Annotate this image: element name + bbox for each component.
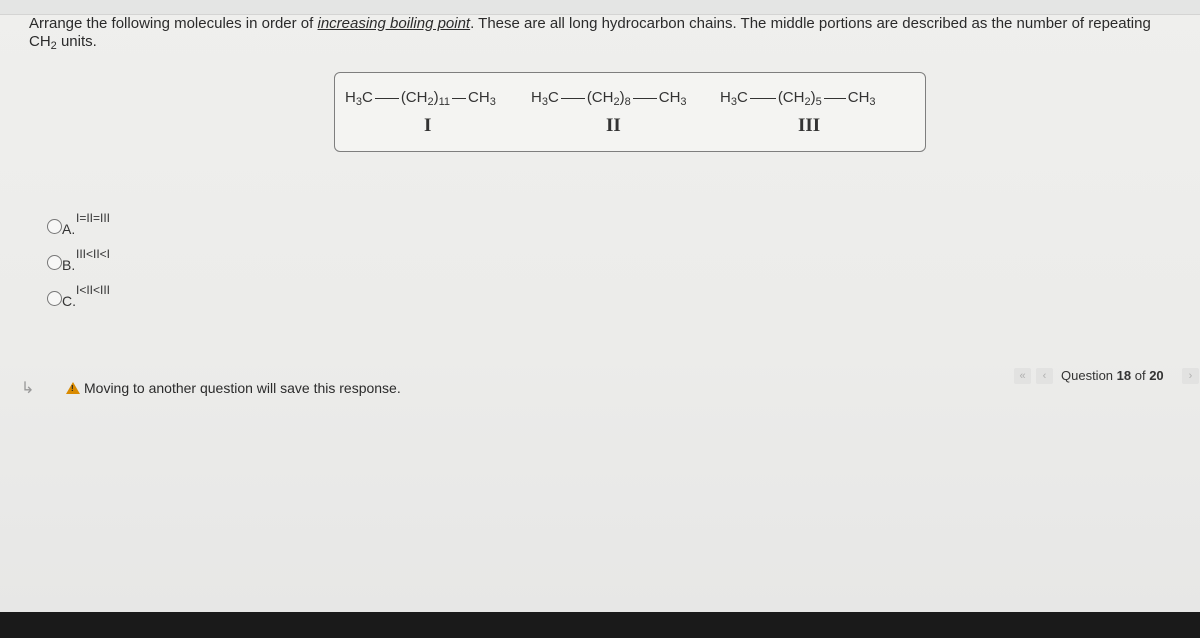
option-letter: C. — [62, 293, 76, 309]
mol-text: H — [720, 89, 731, 106]
question-total: 20 — [1149, 368, 1164, 383]
mol-text: (CH — [777, 89, 805, 106]
prompt-text-cont: . These are all long hydrocarbon chains. The middle portions are described as the number of repeating — [470, 15, 1151, 32]
mol-text: H — [531, 89, 542, 106]
mol-sub: 2 — [613, 96, 620, 108]
prompt-ch: CH — [29, 33, 51, 50]
mol-sub: 5 — [815, 96, 822, 108]
question-counter — [1061, 368, 1164, 383]
option-text: I=II=III — [76, 211, 111, 225]
next-question-button[interactable]: › — [1182, 368, 1199, 384]
mol-sub: 3 — [680, 96, 687, 108]
mol-sub: 3 — [869, 96, 876, 108]
warning-icon: ! — [66, 382, 80, 394]
mol-sub: 8 — [624, 96, 631, 108]
mol-sub: 3 — [489, 96, 496, 108]
mol-text: H — [345, 89, 356, 106]
mol-text: C — [361, 89, 373, 106]
bond-line — [561, 98, 585, 99]
option-text: III<II<I — [76, 247, 111, 261]
option-text: I<II<III — [76, 283, 111, 297]
radio-button[interactable] — [47, 291, 62, 306]
prompt-ch-sub: 2 — [50, 40, 57, 52]
mol-sub: 2 — [427, 96, 434, 108]
mol-text: ) — [433, 89, 439, 106]
mol-text: ) — [810, 89, 816, 106]
molecule-3-label: III — [798, 115, 821, 136]
molecule-1 — [345, 89, 496, 106]
option-letter: A. — [62, 221, 76, 237]
bond-line — [452, 98, 466, 99]
radio-button[interactable] — [47, 255, 62, 270]
prompt-emphasis: increasing boiling point — [317, 15, 471, 32]
molecule-2-label: II — [606, 115, 621, 136]
mol-text: C — [547, 89, 559, 106]
mol-text: (CH — [586, 89, 614, 106]
mol-sub: 11 — [438, 96, 451, 108]
prompt-units: units. — [56, 33, 97, 50]
return-arrow-icon: ↳ — [21, 380, 35, 397]
molecule-1-label: I — [424, 115, 432, 136]
notice-text: Moving to another question will save this response. — [84, 380, 401, 396]
mol-sub: 3 — [355, 96, 362, 108]
previous-question-button[interactable]: ‹ — [1036, 368, 1053, 384]
mol-text: CH — [468, 89, 490, 106]
molecule-2 — [531, 89, 687, 106]
question-prompt — [29, 15, 1179, 51]
bond-line — [750, 98, 776, 99]
option-letter: B. — [62, 257, 76, 273]
save-notice — [66, 380, 401, 396]
question-current: 18 — [1116, 368, 1132, 383]
mol-text: CH — [847, 89, 870, 106]
question-of: of — [1131, 368, 1150, 383]
molecule-figure — [334, 72, 926, 152]
bond-line — [824, 98, 846, 99]
top-bar — [0, 0, 1200, 15]
mol-text: C — [736, 89, 748, 106]
mol-sub: 3 — [730, 96, 737, 108]
prompt-text: Arrange the following molecules in order of — [29, 15, 318, 32]
molecule-3 — [720, 89, 876, 106]
mol-text: CH — [658, 89, 681, 106]
mol-text: ) — [619, 89, 625, 106]
mol-sub: 2 — [804, 96, 811, 108]
mol-text: (CH — [400, 89, 428, 106]
bond-line — [633, 98, 657, 99]
first-question-button[interactable]: « — [1014, 368, 1031, 384]
mol-sub: 3 — [541, 96, 548, 108]
bottom-bezel — [0, 612, 1200, 638]
bond-line — [375, 98, 399, 99]
question-prefix: Question — [1061, 368, 1117, 383]
radio-button[interactable] — [47, 219, 62, 234]
